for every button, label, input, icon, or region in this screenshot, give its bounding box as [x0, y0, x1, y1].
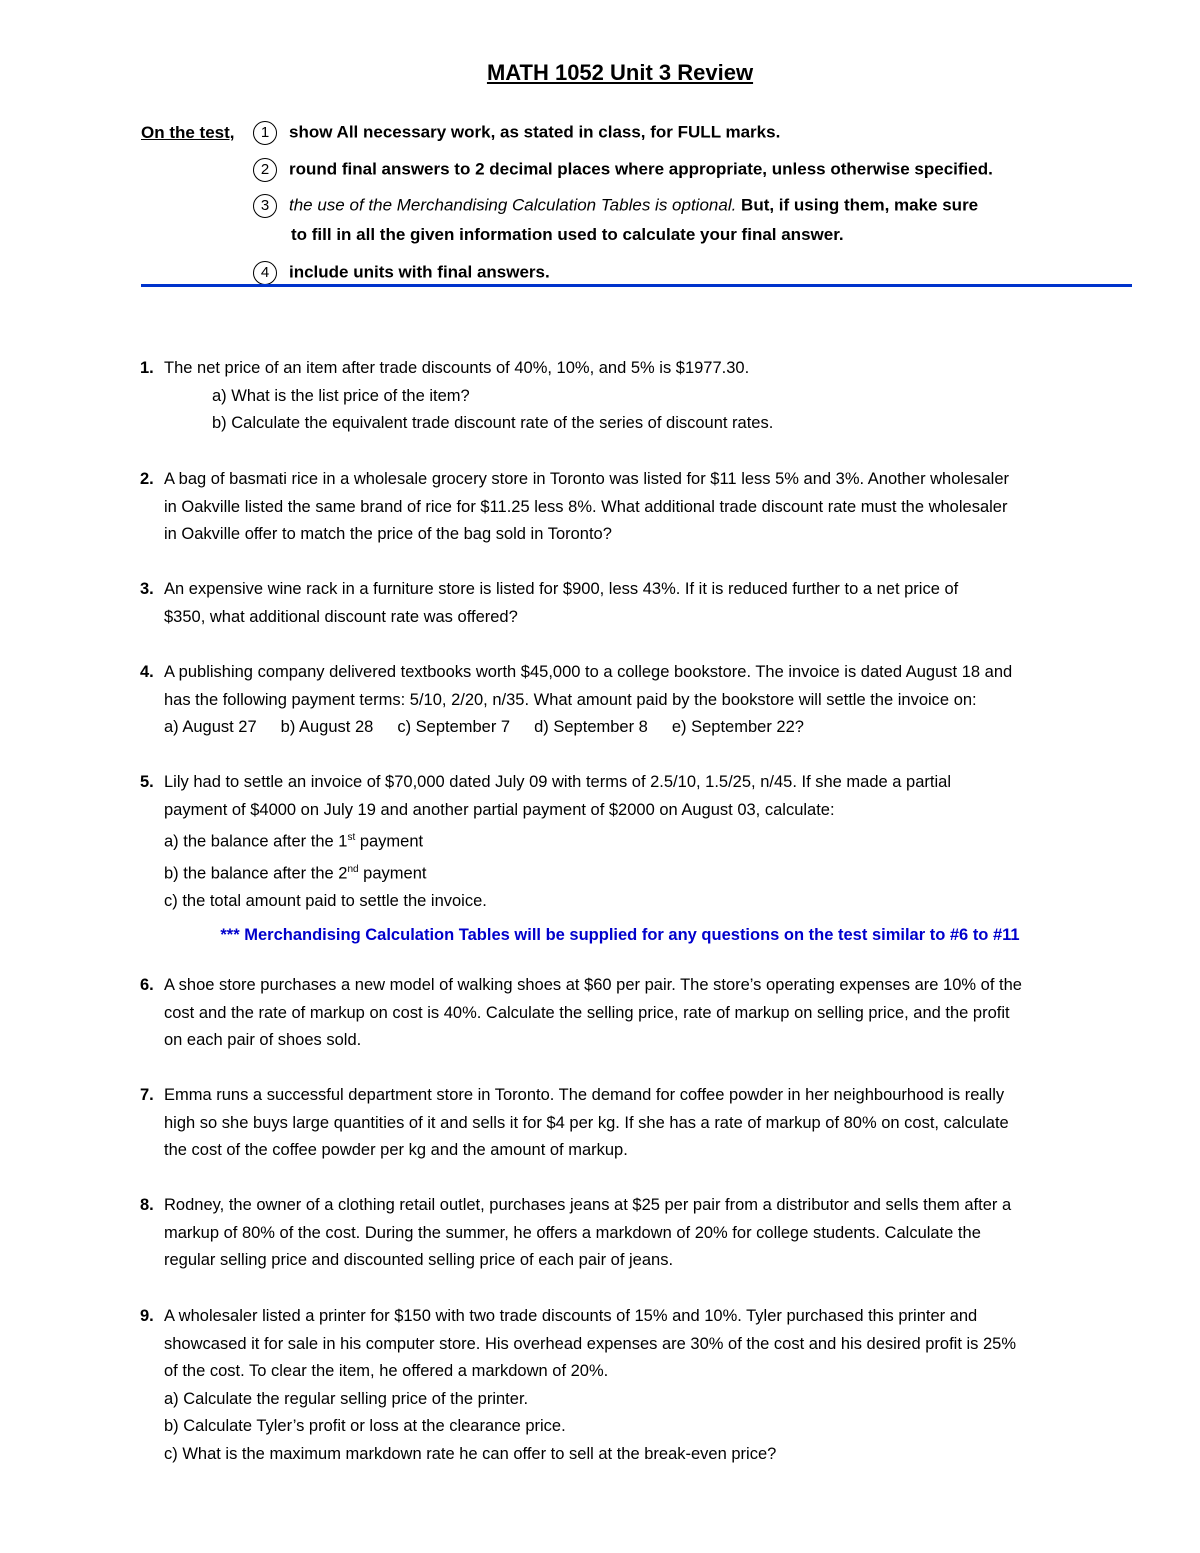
page-title: MATH 1052 Unit 3 Review — [486, 60, 754, 85]
question-8: 8. Rodney, the owner of a clothing retail outlet, purchases jeans at $25 per pair from a distributor and sells them after a markup of 80% of the cost. During the summer, he offers a markdown of 20% for college students. Calculate the regular selling price and discounted selling price of each pair of jeans. — [140, 1196, 1012, 1269]
circled-number: 1 — [253, 121, 277, 145]
question-2: 2. A bag of basmati rice in a wholesale grocery store in Toronto was listed for $11 less 5% and 3%. Another wholesaler in Oakville listed the same brand of rice for $11.25 less 8%. What additional trade discount rate must the wholesaler in Oakville offer to match the price of the bag sold in Toronto? — [140, 470, 1010, 543]
intro-lead: On the test, — [141, 123, 235, 142]
date-options: a) August 27 b) August 28 c) September 7 d) September 8 e) September 22? — [164, 718, 804, 736]
question-7: 7. Emma runs a successful department store in Toronto. The demand for coffee powder in her neighbourhood is really high so she buys large quantities of it and sells it for $4 per kg. If she has a rate of markup of 80% on cost, calculate the cost of the coffee powder per kg and the amount of markup. — [140, 1086, 1009, 1159]
blue-divider — [141, 284, 1132, 287]
instruction-3-cont: to fill in all the given information used to calculate your final answer. — [291, 225, 844, 244]
question-1: 1. The net price of an item after trade discounts of 40%, 10%, and 5% is $1977.30. a) What is the list price of the item? b) Calculate the equivalent trade discount rate of the series of discount rates. — [140, 359, 774, 432]
circled-number: 3 — [253, 194, 277, 218]
question-4: 4. A publishing company delivered textbooks worth $45,000 to a college bookstore. The invoice is dated August 18 and has the following payment terms: 5/10, 2/20, n/35. What amount paid by the bookstore will settle the invoice on: a) August 27 b) August 28 c) September 7 d) September 8 e) September 22? — [140, 659, 1105, 742]
instruction-3: 3 the use of the Merchandising Calculation Tables is optional. But, if using them, make sure — [253, 190, 978, 221]
question-6: 6. A shoe store purchases a new model of walking shoes at $60 per pair. The store’s operating expenses are 10% of the cost and the rate of markup on cost is 40%. Calculate the selling price, rate of markup on selling price, and the profit on each pair of shoes sold. — [140, 976, 1022, 1049]
circled-number: 2 — [253, 158, 277, 182]
instruction-4: 4 include units with final answers. — [253, 257, 550, 288]
question-3: 3. An expensive wine rack in a furniture store is listed for $900, less 43%. If it is reduced further to a net price of $350, what additional discount rate was offered? — [140, 580, 959, 626]
question-9: 9. A wholesaler listed a printer for $150 with two trade discounts of 15% and 10%. Tyler purchased this printer and showcased it for sale in his computer store. His overhead expenses are 30% of the cost and his desired profit is 25% of the cost. To clear the item, he offered a markdown of 20%. a) Calculate the regular selling price of the printer. b) Calculate Tyler’s profit or loss at the clearance price. c) What is the maximum markdown rate he can offer to sell at the break-even price? — [140, 1307, 1017, 1463]
instruction-1: 1 show All necessary work, as stated in class, for FULL marks. — [253, 117, 780, 148]
tables-note: *** Merchandising Calculation Tables will be supplied for any questions on the test similar to #6 to #11 — [220, 926, 1020, 944]
instruction-2: 2 round final answers to 2 decimal places where appropriate, unless otherwise specified. — [253, 154, 993, 185]
question-5: 5. Lily had to settle an invoice of $70,000 dated July 09 with terms of 2.5/10, 1.5/25, n/45. If she made a partial payment of $4000 on July 19 and another partial payment of $2000 on August 03, calculate: a) the balance after the 1st payment b) the balance after the 2nd payment c) the total amount paid to settle the invoice. — [140, 773, 951, 910]
circled-number: 4 — [253, 261, 277, 285]
